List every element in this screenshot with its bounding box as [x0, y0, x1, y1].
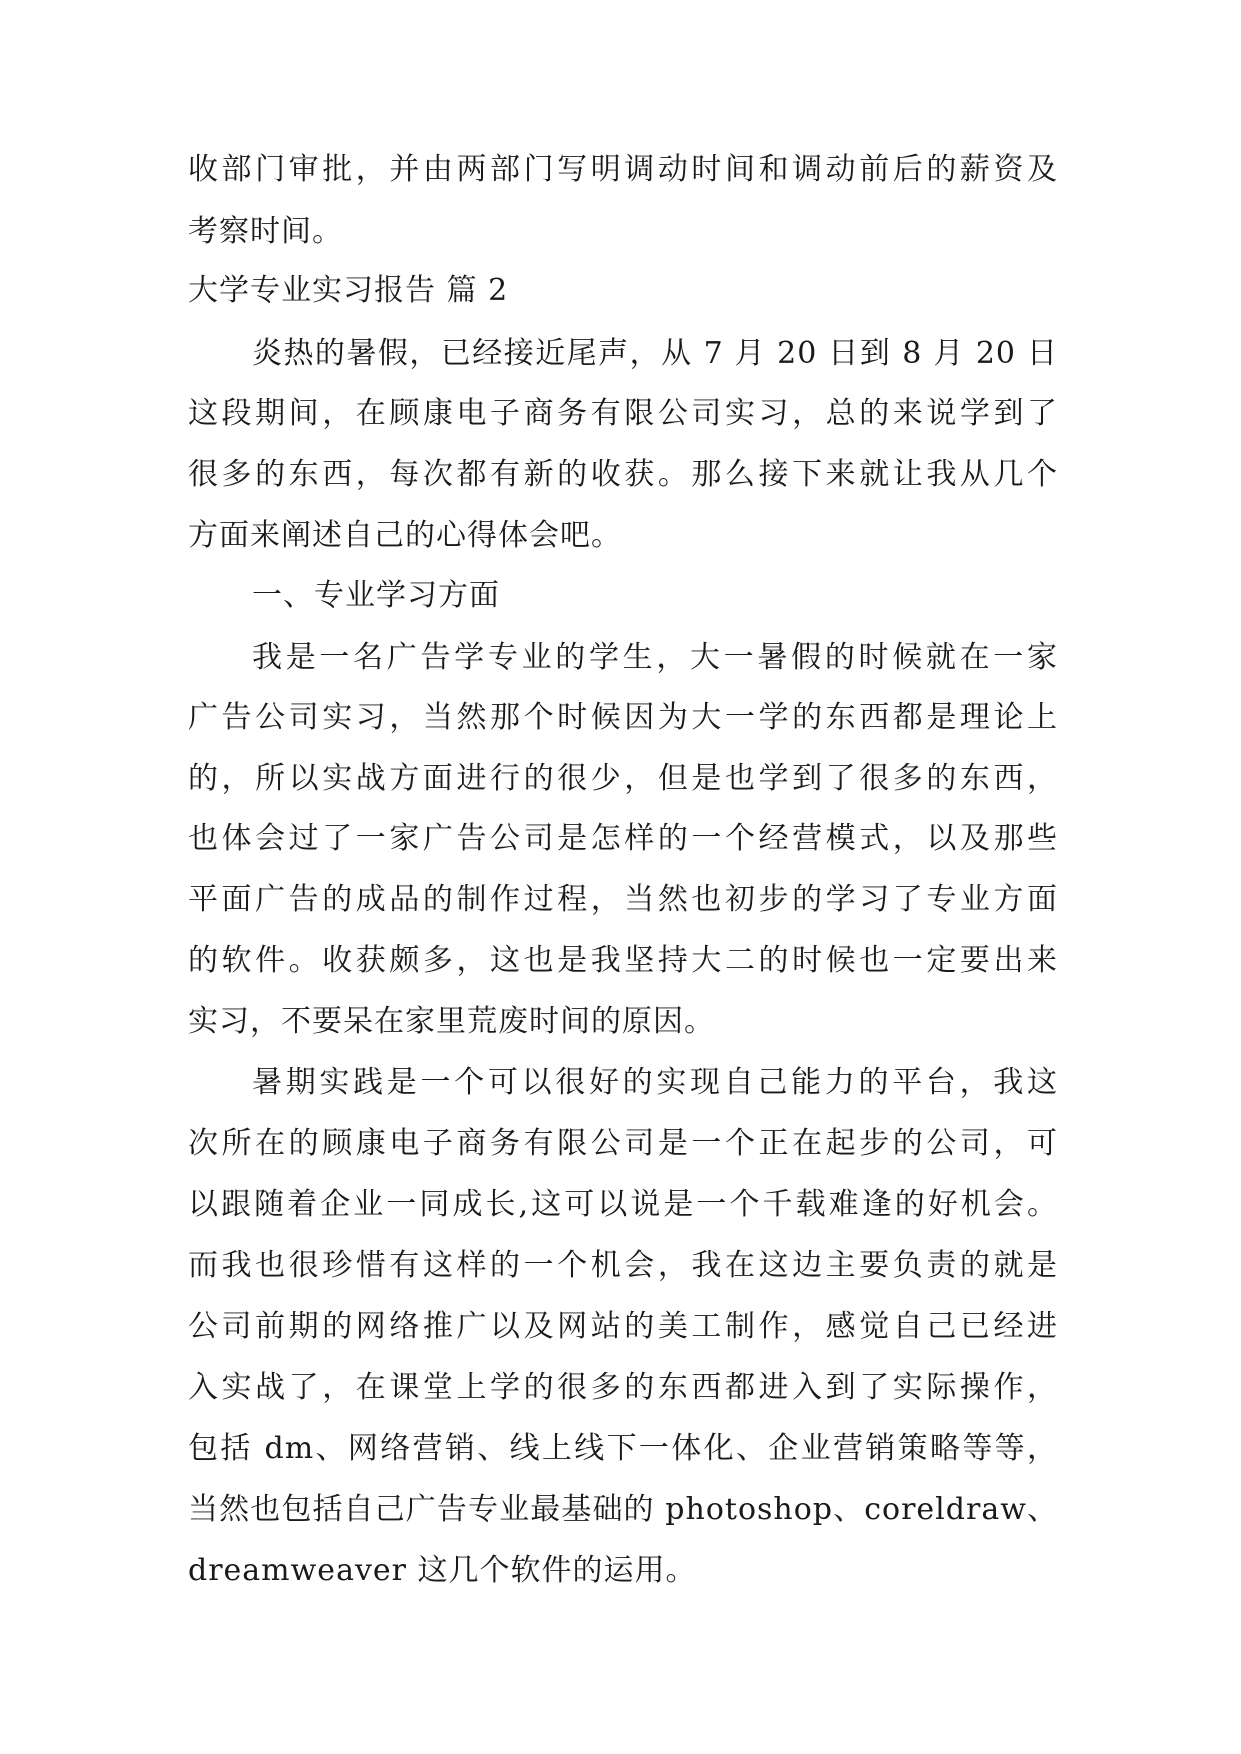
text-line: 而我也很珍惜有这样的一个机会，我在这边主要负责的就是	[188, 1248, 1058, 1283]
text-line: 的，所以实战方面进行的很少，但是也学到了很多的东西，	[188, 761, 1058, 796]
text-line: 广告公司实习，当然那个时候因为大一学的东西都是理论上	[188, 700, 1058, 735]
text-line: 的软件。收获颇多，这也是我坚持大二的时候也一定要出来	[188, 943, 1058, 978]
text-line: 公司前期的网络推广以及网站的美工制作，感觉自己已经进	[188, 1309, 1058, 1344]
text-line: 很多的东西，每次都有新的收获。那么接下来就让我从几个	[188, 457, 1058, 492]
text-line: 实习，不要呆在家里荒废时间的原因。	[188, 1004, 715, 1039]
text-line: 次所在的顾康电子商务有限公司是一个正在起步的公司，可	[188, 1126, 1058, 1161]
text-line: 也体会过了一家广告公司是怎样的一个经营模式，以及那些	[188, 821, 1058, 856]
text-line: 暑期实践是一个可以很好的实现自己能力的平台，我这	[252, 1065, 1058, 1100]
text-line: 以跟随着企业一同成长,这可以说是一个千载难逢的好机会。	[188, 1187, 1058, 1222]
text-line: 当然也包括自己广告专业最基础的 photoshop、coreldraw、	[188, 1492, 1058, 1527]
text-line: 平面广告的成品的制作过程，当然也初步的学习了专业方面	[188, 882, 1058, 917]
text-line: 考察时间。	[188, 214, 343, 249]
text-line: 方面来阐述自己的心得体会吧。	[188, 518, 622, 553]
text-line: 收部门审批，并由两部门写明调动时间和调动前后的薪资及	[188, 152, 1058, 187]
text-line: 我是一名广告学专业的学生，大一暑假的时候就在一家	[252, 640, 1058, 675]
section-heading: 大学专业实习报告 篇 2	[188, 273, 509, 308]
text-line: dreamweaver 这几个软件的运用。	[188, 1553, 697, 1588]
text-line: 包括 dm、网络营销、线上线下一体化、企业营销策略等等，	[188, 1431, 1058, 1466]
text-line: 炎热的暑假，已经接近尾声，从 7 月 20 日到 8 月 20 日	[252, 336, 1058, 371]
text-line: 这段期间，在顾康电子商务有限公司实习，总的来说学到了	[188, 396, 1058, 431]
text-line: 入实战了，在课堂上学的很多的东西都进入到了实际操作，	[188, 1370, 1058, 1405]
subsection-heading: 一、专业学习方面	[252, 578, 500, 613]
